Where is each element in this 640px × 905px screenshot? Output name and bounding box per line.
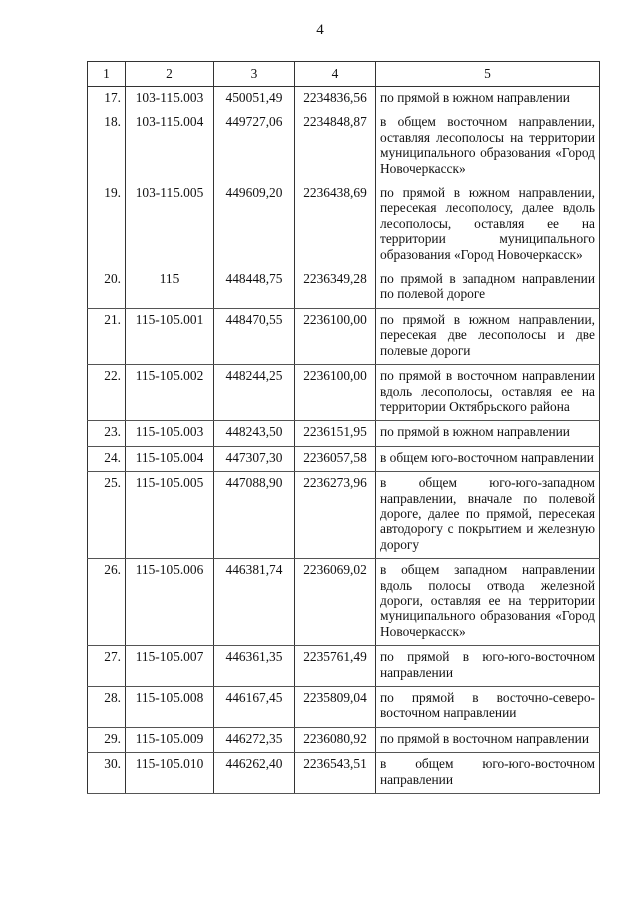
point-id: 115-105.003 [126,421,214,446]
table-row [88,111,600,182]
point-id: 115-105.002 [126,365,214,421]
row-number: 29. [88,727,126,752]
point-id: 103-115.004 [126,111,214,182]
table-row [88,472,600,559]
coord-y: 2236100,00 [295,365,376,421]
direction-description: по прямой в южном направлении [376,87,600,112]
direction-description: в общем юго-юго-восточном направлении [376,753,600,794]
row-number: 20. [88,268,126,308]
direction-description: по прямой в южном направлении, пересекая лесополосу, далее вдоль лесополосы, оставляя ее на территории муниципального образования «Город Новочеркасск» [376,182,600,268]
coord-x: 448244,25 [214,365,295,421]
direction-description: по прямой в восточно-северо-восточном направлении [376,687,600,728]
table-row [88,446,600,471]
coord-x: 448243,50 [214,421,295,446]
coord-x: 449609,20 [214,182,295,268]
row-number: 27. [88,646,126,687]
table-row [88,365,600,421]
coord-x: 450051,49 [214,87,295,112]
direction-description: по прямой в южном направлении, пересекая две лесополосы и две полевые дороги [376,308,600,364]
coord-x: 447307,30 [214,446,295,471]
table-row [88,687,600,728]
point-id: 115 [126,268,214,308]
coord-y: 2236349,28 [295,268,376,308]
table-row [88,559,600,646]
coord-y: 2236080,92 [295,727,376,752]
coord-x: 446381,74 [214,559,295,646]
header-col-3: 3 [214,62,295,87]
table-row [88,753,600,794]
point-id: 115-105.007 [126,646,214,687]
point-id: 103-115.005 [126,182,214,268]
row-number: 24. [88,446,126,471]
header-col-2: 2 [126,62,214,87]
header-col-5: 5 [376,62,600,87]
coord-y: 2236273,96 [295,472,376,559]
direction-description: по прямой в южном направлении [376,421,600,446]
point-id: 103-115.003 [126,87,214,112]
point-id: 115-105.008 [126,687,214,728]
coord-x: 446361,35 [214,646,295,687]
coord-y: 2236100,00 [295,308,376,364]
table-row [88,87,600,112]
table-row [88,727,600,752]
coord-y: 2234848,87 [295,111,376,182]
page-number: 4 [316,22,324,38]
header-col-4: 4 [295,62,376,87]
table-header [88,62,600,87]
point-id: 115-105.001 [126,308,214,364]
direction-description: в общем юго-юго-западном направлении, вначале по полевой дороге, далее по прямой, пересекая автодорогу с покрытием и железную дорогу [376,472,600,559]
row-number: 28. [88,687,126,728]
coord-y: 2236438,69 [295,182,376,268]
coord-y: 2236069,02 [295,559,376,646]
table-body [88,87,600,794]
coord-x: 446167,45 [214,687,295,728]
direction-description: по прямой в восточном направлении [376,727,600,752]
row-number: 23. [88,421,126,446]
coord-x: 446272,35 [214,727,295,752]
point-id: 115-105.005 [126,472,214,559]
direction-description: по прямой в восточном направлении вдоль лесополосы, оставляя ее на территории Октябрьского района [376,365,600,421]
direction-description: в общем восточном направлении, оставляя лесополосы на территории муниципального образования «Город Новочеркасск» [376,111,600,182]
boundary-points-table [87,61,600,794]
point-id: 115-105.009 [126,727,214,752]
direction-description: в общем юго-восточном направлении [376,446,600,471]
coord-y: 2234836,56 [295,87,376,112]
row-number: 17. [88,87,126,112]
point-id: 115-105.010 [126,753,214,794]
row-number: 18. [88,111,126,182]
row-number: 19. [88,182,126,268]
header-row [88,62,600,87]
coord-y: 2236057,58 [295,446,376,471]
direction-description: по прямой в западном направлении по полевой дороге [376,268,600,308]
table-row [88,421,600,446]
row-number: 30. [88,753,126,794]
coord-x: 449727,06 [214,111,295,182]
row-number: 26. [88,559,126,646]
coord-y: 2235809,04 [295,687,376,728]
table-row [88,182,600,268]
coord-y: 2236151,95 [295,421,376,446]
coord-x: 446262,40 [214,753,295,794]
direction-description: по прямой в юго-юго-восточном направлении [376,646,600,687]
row-number: 21. [88,308,126,364]
point-id: 115-105.006 [126,559,214,646]
header-col-1: 1 [88,62,126,87]
table-row [88,268,600,308]
coord-y: 2236543,51 [295,753,376,794]
coord-x: 447088,90 [214,472,295,559]
coord-x: 448470,55 [214,308,295,364]
row-number: 25. [88,472,126,559]
coord-x: 448448,75 [214,268,295,308]
point-id: 115-105.004 [126,446,214,471]
coord-y: 2235761,49 [295,646,376,687]
row-number: 22. [88,365,126,421]
table-row [88,646,600,687]
direction-description: в общем западном направлении вдоль полосы отвода железной дороги, оставляя ее на территории муниципального образования «Город Новочеркасск» [376,559,600,646]
table-row [88,308,600,364]
